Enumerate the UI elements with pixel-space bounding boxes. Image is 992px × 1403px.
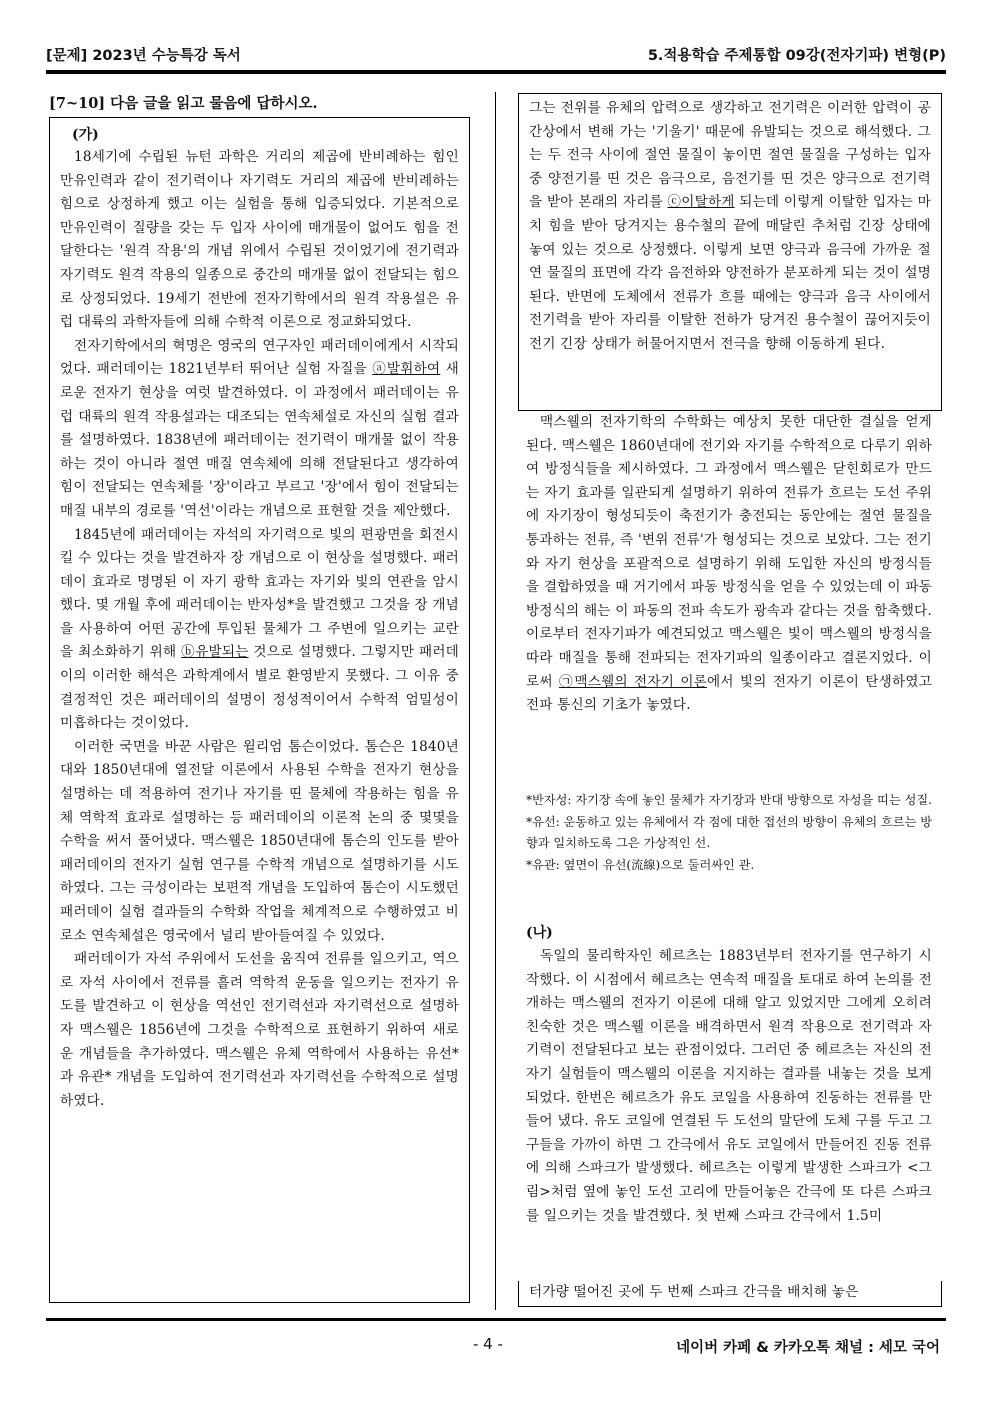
paragraph: 1845년에 패러데이는 자석의 자기력으로 빛의 편광면을 회전시킬 수 있다는 것을 발견하자 장 개념으로 이 현상을 설명했다. 패러데이 효과로 명명된 이 자기 광학 효과는 자기와 빛의 연관을 암시했다. 몇 개월 후에 패러데이는 반자성*을 발견했고 그것을 장 개념을 사용하여 어떤 공간에 투입된 물체가 그 주변에 일으키는 교란을 최소화하기 위해 ⓑ유발되는 것으로 설명했다. 그렇지만 패러데이의 이러한 해석은 과학계에서 별로 환영받지 못했다. 그 이유 중 결정적인 것은 패러데이의 설명이 정성적이어서 수학적 엄밀성이 미흡하다는 것이었다. [60, 526, 459, 732]
paragraph: 맥스웰의 전자기학의 수학화는 예상치 못한 대단한 결실을 얻게 된다. 맥스웰은 1860년대에 전기와 자기를 수학적으로 다루기 위하여 방정식들을 제시하였다. 그 과정에서 맥스웰은 닫힌회로가 만드는 자기 효과를 일관되게 설명하기 위하여 전류가 흐르는 도선 주위에 자기장이 형성되듯이 축전기가 충전되는 동안에는 절연 물질을 통과하는 전류, 즉 '변위 전류'가 형성되는 것으로 보았다. 그는 전기와 자기 현상을 포괄적으로 설명하기 위해 도입한 자신의 방정식들을 결합하였을 때 거기에서 파동 방정식을 얻을 수 있었는데 이 파동 방정식의 해는 이 파동의 전파 속도가 광속과 같다는 것을 함축했다. 이로부터 전자기파가 예견되었고 맥스웰은 빛이 맥스웰의 방정식을 따라 매질을 통해 전파되는 전자기파의 일종이라고 결론지었다. 이로써 ㉠맥스웰의 전자기 이론에서 빛의 전자기 이론이 탄생하였고 전파 통신의 기초가 놓였다. [526, 414, 933, 714]
header-rule [46, 70, 946, 74]
question-header: [7~10] 다음 글을 읽고 물음에 답하시오. [49, 95, 318, 112]
column-divider [495, 92, 496, 1310]
footer-credit: 네이버 카페 & 카카오톡 채널 : 세모 국어 [676, 1340, 940, 1356]
paragraph: 전자기학에서의 혁명은 영국의 연구자인 패러데이에게서 시작되었다. 패러데이는 1821년부터 뛰어난 실험 자질을 ⓐ발휘하여 새로운 전자기 현상을 여럿 발견하였다. 이 과정에서 패러데이는 유럽 대륙의 원격 작용설과는 대조되는 연속체설로 자신의 실험 결과를 설명하였다. 1838년에 패러데이는 전기력이 매개물 없이 작용하는 것이 아니라 절연 매질 연속체에 의해 전달된다고 생각하여 힘이 전달되는 연속체를 '장'이라고 부르고 '장'에서 힘이 전달되는 매질 내부의 경로를 '역선'이라는 개념으로 표현할 것을 제안했다. [60, 337, 459, 519]
footnotes [526, 790, 936, 876]
section-label-ga: (가) [72, 127, 99, 143]
footnote: *유선: 운동하고 있는 유체에서 각 점에 대한 접선의 방향이 유체의 흐르는 방향과 일치하도록 그은 가상적인 선. [526, 814, 933, 850]
marked-word-b: ⓑ유발되는 [181, 644, 249, 661]
paragraph: 그는 전위를 유체의 압력으로 생각하고 전기력은 이러한 압력이 공간상에서 변해 가는 '기울기' 때문에 유발되는 것으로 해석했다. 그는 두 전극 사이에 절연 물질이 놓이면 절연 물질을 구성하는 입자 중 양전기를 띤 것은 음극으로, 음전기를 띤 것은 양극으로 전기력을 받아 본래의 자리를 ⓒ이탈하게 되는데 이렇게 이탈한 입자는 마치 힘을 받아 당겨지는 용수철의 끝에 매달린 추처럼 긴장 상태에 놓여 있는 것으로 상정했다. 이렇게 보면 양극과 음극에 가까운 절연 물질의 표면에 각각 음전하와 양전하가 분포하게 되는 것이 설명된다. 반면에 도체에서 전류가 흐를 때에는 양극과 음극 사이에서 전기력을 받아 자리를 이탈한 전하가 당겨진 용수철이 끊어지듯이 전기 긴장 상태가 허물어지면서 전극을 향해 이동하게 된다. [529, 100, 931, 352]
paragraph: 18세기에 수립된 뉴턴 과학은 거리의 제곱에 반비례하는 힘인 만유인력과 같이 전기력이나 자기력도 거리의 제곱에 반비례하는 힘으로 상정하게 했고 이는 실험을 통해 입증되었다. 기본적으로 만유인력이 질량을 갖는 두 입자 사이에 매개물이 없어도 힘을 전달한다는 '원격 작용'의 개념 위에서 수립된 것이었기에 전기력과 자기력도 원격 작용의 일종으로 중간의 매개물 없이 전달되는 힘으로 상정되었다. 19세기 전반에 전자기학에서의 원격 작용설은 유럽 대륙의 과학자들에 의해 수학적 이론으로 정교화되었다. [60, 149, 459, 331]
paragraph: 패러데이가 자석 주위에서 도선을 움직여 전류를 일으키고, 역으로 자석 사이에서 전류를 흘려 역학적 운동을 일으키는 전자기 유도를 발견하고 이 현상을 역선인 전기력선과 자기력선으로 설명하자 맥스웰은 1856년에 그것을 수학적으로 표현하기 위하여 새로운 개념들을 추가하였다. 맥스웰은 유체 역학에서 사용하는 유선*과 유관* 개념을 도입하여 전기력선과 자기력선을 수학적으로 설명하였다. [60, 951, 459, 1109]
page-number: - 4 - [473, 1335, 503, 1353]
section-label-na: (나) [526, 925, 553, 941]
footer-rule [46, 1318, 946, 1321]
footnote: *유관: 옆면이 유선(流線)으로 둘러싸인 관. [526, 857, 755, 872]
passage-ga-text [60, 146, 459, 1113]
passage-na-text [526, 945, 932, 1228]
passage-na-box-start [518, 1281, 942, 1307]
page-header [46, 44, 946, 66]
paragraph-line: 터가량 떨어진 곳에 두 번째 스파크 간극을 배치해 놓은 [529, 1284, 859, 1300]
passage-continued-box [518, 93, 942, 411]
marked-word-a: ⓐ발휘하여 [372, 361, 441, 378]
marked-phrase-1: ㉠맥스웰의 전자기 이론 [558, 673, 707, 690]
footnote: *반자성: 자기장 속에 놓인 물체가 자기장과 반대 방향으로 자성을 띠는 성질. [526, 793, 933, 807]
passage-ga-box [49, 117, 470, 1303]
marked-word-c: ⓒ이탈하게 [667, 194, 735, 211]
paragraph: 이러한 국면을 바꾼 사람은 윌리엄 톰슨이었다. 톰슨은 1840년대와 1850년대에 열전달 이론에서 사용된 수학을 전자기 현상을 설명하는 데 적용하여 전기나 자기를 띤 물체에 작용하는 힘을 유체 역학적 효과로 설명하는 등 패러데이의 이론적 논의 중 몇몇을 수학을 써서 풀어냈다. 맥스웰은 1850년대에 톰슨의 인도를 받아 패러데이의 전자기 실험 연구를 수학적 개념으로 설명하기를 시도하였다. 그는 극성이라는 보편적 개념을 도입하여 톰슨이 시도했던 패러데이 실험 결과들의 수학화 작업을 체계적으로 수행하였고 비로소 연속체설은 영국에서 널리 받아들여질 수 있었다. [60, 738, 459, 944]
header-right: 5.적용학습 주제통합 09강(전자기파) 변형(P) [647, 48, 946, 64]
header-left: [문제] 2023년 수능특강 독서 [46, 48, 241, 64]
paragraph: 독일의 물리학자인 헤르츠는 1883년부터 전자기를 연구하기 시작했다. 이 시점에서 헤르츠는 연속적 매질을 토대로 하여 논의를 전개하는 맥스웰의 전자기 이론에 대해 알고 있었지만 그에게 오히려 친숙한 것은 맥스웰 이론을 배격하면서 원격 작용으로 전기력과 자기력이 전달된다고 보는 관점이었다. 그러던 중 헤르츠는 자신의 전자기 실험들이 맥스웰의 이론을 지지하는 결과를 내놓는 것을 보게 되었다. 한번은 헤르츠가 유도 코일을 사용하여 진동하는 전류를 만들어 냈다. 유도 코일에 연결된 두 도선의 말단에 도체 구를 두고 그 구들을 가까이 하면 그 간극에서 유도 코일에서 만들어진 진동 전류에 의해 스파크가 발생했다. 헤르츠는 이렇게 발생한 스파크가 <그림>처럼 옆에 놓인 도선 고리에 만들어놓은 간극에 또 다른 스파크를 일으키는 것을 발견했다. 첫 번째 스파크 간극에서 1.5미 [526, 948, 932, 1224]
passage-ga-continued [526, 411, 932, 718]
